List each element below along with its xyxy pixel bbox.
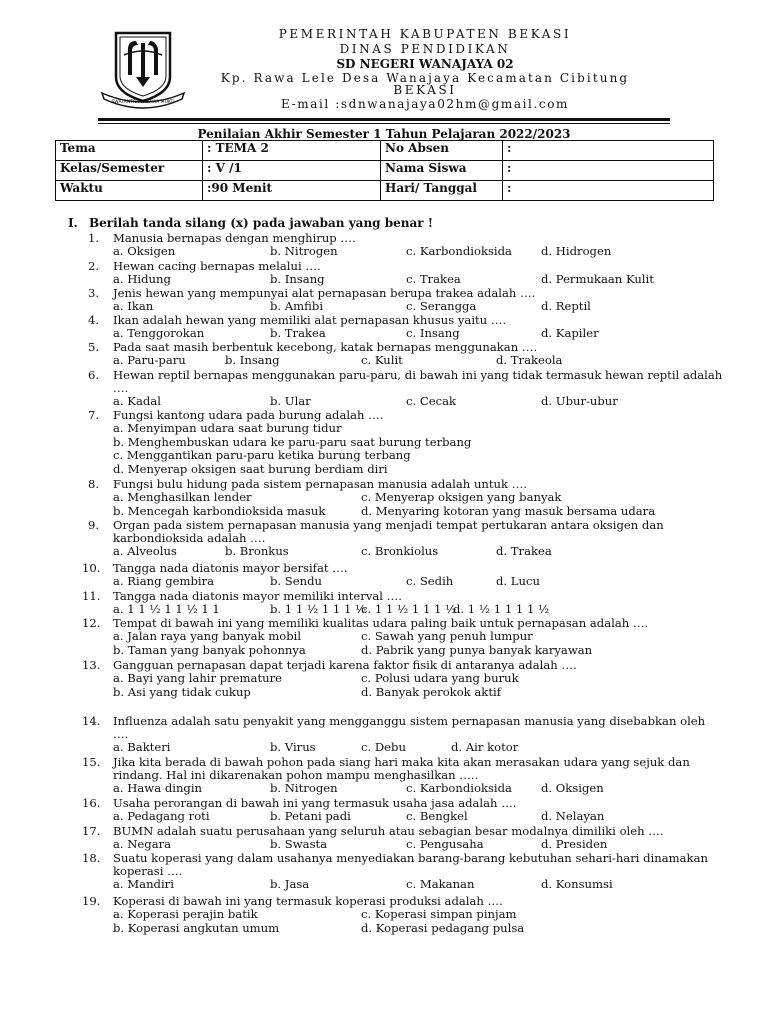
answer-option[interactable]: b. Mencegah karbondioksida masuk	[113, 504, 326, 518]
answer-option[interactable]: d. Koperasi pedagang pulsa	[361, 921, 525, 935]
question-text-continued: koperasi ….	[113, 864, 183, 878]
label-theme: Tema	[56, 141, 203, 161]
answer-option[interactable]: d. Konsumsi	[541, 877, 613, 891]
question-text: Fungsi bulu hidung pada sistem pernapasan manusia adalah untuk ….	[113, 477, 528, 491]
answer-option[interactable]: b. Swasta	[270, 837, 328, 851]
answer-option[interactable]: d. Banyak perokok aktif	[361, 685, 501, 699]
question-text: Ikan adalah hewan yang memiliki alat pernapasan khusus yaitu ….	[113, 313, 507, 327]
answer-option[interactable]: d. Air kotor	[451, 740, 519, 754]
header-address: Kp. Rawa Lele Desa Wanajaya Kecamatan Cibitung	[220, 71, 630, 85]
answer-option[interactable]: c. Karbondioksida	[406, 244, 512, 258]
answer-option[interactable]: d. Presiden	[541, 837, 608, 851]
question-text: Koperasi di bawah ini yang termasuk koperasi produksi adalah ….	[113, 894, 503, 908]
header-rule-thin	[98, 123, 670, 124]
answer-option[interactable]: b. Amfibi	[270, 299, 324, 313]
table-row	[56, 181, 714, 201]
question-number: 10.	[82, 561, 101, 575]
answer-option[interactable]: b. Ular	[270, 394, 311, 408]
answer-option[interactable]: c. Makanan	[406, 877, 475, 891]
answer-option[interactable]: b. Taman yang banyak pohonnya	[113, 643, 306, 657]
answer-option[interactable]: d. Menyerap oksigen saat burung berdiam diri	[113, 461, 388, 476]
answer-option[interactable]: a. Koperasi perajin batik	[113, 907, 258, 921]
header-department: DINAS PENDIDIKAN	[339, 42, 511, 56]
field-day-date[interactable]: :	[503, 181, 714, 201]
label-absence-number: No Absen	[381, 141, 503, 161]
answer-option[interactable]: b. Menghembuskan udara ke paru-paru saat burung terbang	[113, 434, 472, 449]
answer-option[interactable]: c. Polusi udara yang buruk	[361, 671, 519, 685]
table-row	[56, 161, 714, 181]
answer-option[interactable]: b. Koperasi angkutan umum	[113, 921, 280, 935]
answer-option[interactable]: a. Hawa dingin	[113, 781, 203, 795]
answer-option[interactable]: b. Bronkus	[225, 544, 289, 558]
question-number: 13.	[82, 658, 101, 672]
question-text: Hewan reptil bernapas menggunakan paru-paru, di bawah ini yang tidak termasuk hewan reptil adalah	[113, 368, 723, 382]
answer-option[interactable]: d. Hidrogen	[541, 244, 612, 258]
question-text-continued: rindang. Hal ini dikarenakan pohon mampu menghasilkan …..	[113, 768, 479, 782]
answer-option[interactable]: b. Sendu	[270, 574, 322, 588]
section-instruction: Berilah tanda silang (x) pada jawaban yang benar !	[89, 216, 434, 230]
student-info-table	[55, 140, 714, 201]
answer-option[interactable]: a. Menyimpan udara saat burung tidur	[113, 421, 342, 435]
answer-option[interactable]: a. Alveolus	[113, 544, 177, 558]
question-number: 11.	[82, 589, 101, 603]
answer-option[interactable]: c. Kulit	[361, 353, 403, 367]
answer-option[interactable]: a. Kadal	[113, 394, 161, 408]
question-text: Tangga nada diatonis mayor bersifat ….	[113, 561, 348, 575]
answer-option[interactable]: d. Reptil	[541, 299, 591, 313]
question-number: 9.	[88, 518, 100, 532]
answer-option[interactable]: b. Insang	[270, 272, 325, 286]
answer-option[interactable]: c. Bronkiolus	[361, 544, 439, 558]
question-text-continued: karbondioksida adalah ….	[113, 531, 266, 545]
answer-option[interactable]: a. Oksigen	[113, 244, 176, 258]
header-rule-thick	[98, 118, 670, 121]
answer-option[interactable]: a. Paru-paru	[113, 353, 186, 367]
answer-option[interactable]: c. Serangga	[406, 299, 477, 313]
question-text: Hewan cacing bernapas melalui ….	[113, 259, 321, 273]
label-day-date: Hari/ Tanggal	[381, 181, 503, 201]
answer-option[interactable]: c. Karbondioksida	[406, 781, 512, 795]
question-text: Tempat di bawah ini yang memiliki kualitas udara paling baik untuk pernapasan adalah ….	[113, 616, 649, 630]
section-number: I.	[68, 216, 78, 230]
answer-option[interactable]: b. 1 1 ½ 1 1 1 ½	[270, 602, 367, 616]
value-class-semester: : V /1	[203, 161, 381, 181]
answer-option[interactable]: b. Nitrogen	[270, 244, 338, 258]
answer-option[interactable]: d. Oksigen	[541, 781, 604, 795]
bekasi-emblem-icon	[98, 27, 188, 109]
answer-option[interactable]: a. 1 1 ½ 1 1 ½ 1 1	[113, 602, 220, 616]
answer-option[interactable]: c. Debu	[361, 740, 406, 754]
answer-option[interactable]: b. Trakea	[270, 326, 326, 340]
question-number: 8.	[88, 477, 100, 491]
answer-option[interactable]: c. Sedih	[406, 574, 454, 588]
question-text-continued: ….	[113, 727, 129, 741]
answer-option[interactable]: a. Mandiri	[113, 877, 174, 891]
answer-option[interactable]: a. Tenggorokan	[113, 326, 205, 340]
answer-option[interactable]: d. Lucu	[496, 574, 540, 588]
answer-option[interactable]: a. Bakteri	[113, 740, 171, 754]
answer-option[interactable]: c. Insang	[406, 326, 460, 340]
question-number: 6.	[88, 368, 100, 382]
label-class-semester: Kelas/Semester	[56, 161, 203, 181]
question-text-continued: ….	[113, 381, 129, 395]
question-number: 3.	[88, 286, 100, 300]
question-number: 7.	[88, 408, 100, 422]
answer-option[interactable]: b. Asi yang tidak cukup	[113, 685, 251, 699]
logo-banner-text: SWATANTRA WIBAWA MUKTI	[111, 100, 175, 105]
answer-option[interactable]: c. Koperasi simpan pinjam	[361, 907, 517, 921]
question-text: Organ pada sistem pernapasan manusia yang menjadi tempat pertukaran antara oksigen dan	[113, 518, 664, 532]
answer-option[interactable]: b. Jasa	[270, 877, 310, 891]
question-text: Pada saat masih berbentuk kecebong, katak bernapas menggunakan ….	[113, 340, 538, 354]
answer-option[interactable]: c. Trakea	[406, 272, 461, 286]
answer-option[interactable]: a. Riang gembira	[113, 574, 215, 588]
question-number: 2.	[88, 259, 100, 273]
question-number: 17.	[82, 824, 101, 838]
question-number: 1.	[88, 231, 100, 245]
question-text: Jika kita berada di bawah pohon pada siang hari maka kita akan merasakan udara yang sejuk dan	[113, 755, 690, 769]
answer-option[interactable]: a. Pedagang roti	[113, 809, 210, 823]
answer-option[interactable]: a. Hidung	[113, 272, 171, 286]
table-row	[56, 141, 714, 161]
answer-option[interactable]: d. Nelayan	[541, 809, 605, 823]
question-number: 18.	[82, 851, 101, 865]
header-government: PEMERINTAH KABUPATEN BEKASI	[278, 27, 572, 41]
answer-option[interactable]: b. Virus	[270, 740, 316, 754]
answer-option[interactable]: a. Negara	[113, 837, 172, 851]
answer-option[interactable]: d. Menyaring kotoran yang masuk bersama udara	[361, 504, 656, 518]
answer-option[interactable]: c. Sawah yang penuh lumpur	[361, 629, 533, 643]
question-text: Tangga nada diatonis mayor memiliki interval ….	[113, 589, 402, 603]
answer-option[interactable]: d. Ubur-ubur	[541, 394, 618, 408]
answer-option[interactable]: b. Petani padi	[270, 809, 351, 823]
question-text: Influenza adalah satu penyakit yang mengganggu sistem pernapasan manusia yang disebabkan oleh	[113, 714, 706, 728]
question-number: 4.	[88, 313, 100, 327]
answer-option[interactable]: c. Pengusaha	[406, 837, 484, 851]
answer-option[interactable]: d. Pabrik yang punya banyak karyawan	[361, 643, 593, 657]
answer-option[interactable]: d. 1 ½ 1 1 1 1 ½	[453, 602, 550, 616]
answer-option[interactable]: a. Ikan	[113, 299, 154, 313]
question-number: 16.	[82, 796, 101, 810]
question-number: 15.	[82, 755, 101, 769]
header-city: BEKASI	[393, 83, 457, 97]
header-email: E-mail :sdnwanajaya02hm@gmail.com	[281, 97, 569, 111]
label-student-name: Nama Siswa	[381, 161, 503, 181]
question-text: BUMN adalah suatu perusahaan yang seluruh atau sebagian besar modalnya dimiliki oleh ….	[113, 824, 664, 838]
question-text: Usaha perorangan di bawah ini yang termasuk usaha jasa adalah ….	[113, 796, 517, 810]
answer-option[interactable]: c. Cecak	[406, 394, 457, 408]
question-text: Jenis hewan yang mempunyai alat pernapasan berupa trakea adalah ….	[113, 286, 536, 300]
answer-option[interactable]: a. Bayi yang lahir premature	[113, 671, 282, 685]
answer-option[interactable]: d. Permukaan Kulit	[541, 272, 654, 286]
answer-option[interactable]: c. 1 1 ½ 1 1 1 ½	[361, 602, 457, 616]
answer-option[interactable]: d. Trakeola	[496, 353, 563, 367]
answer-option[interactable]: b. Nitrogen	[270, 781, 338, 795]
header-school-name: SD NEGERI WANAJAYA 02	[336, 57, 514, 71]
value-time: :90 Menit	[203, 181, 381, 201]
section-heading	[68, 216, 433, 230]
answer-option[interactable]: a. Menghasilkan lender	[113, 490, 252, 504]
question-number: 14.	[82, 714, 101, 728]
question-text: Fungsi kantong udara pada burung adalah ….	[113, 408, 384, 422]
answer-option[interactable]: c. Menyerap oksigen yang banyak	[361, 490, 562, 504]
answer-option[interactable]: c. Menggantikan paru-paru ketika burung terbang	[113, 448, 411, 463]
question-number: 12.	[82, 616, 101, 630]
answer-option[interactable]: c. Bengkel	[406, 809, 468, 823]
field-absence-number[interactable]: :	[503, 141, 714, 161]
question-text: Suatu koperasi yang dalam usahanya menyediakan barang-barang kebutuhan sehari-hari dinamakan	[113, 851, 708, 865]
question-text: Gangguan pernapasan dapat terjadi karena faktor fisik di antaranya adalah ….	[113, 658, 577, 672]
answer-option[interactable]: d. Trakea	[496, 544, 552, 558]
answer-option[interactable]: b. Insang	[225, 353, 280, 367]
value-theme: : TEMA 2	[203, 141, 381, 161]
page-title: Penilaian Akhir Semester 1 Tahun Pelajaran 2022/2023	[197, 127, 571, 141]
question-number: 19.	[82, 894, 101, 908]
question-text: Manusia bernapas dengan menghirup ….	[113, 231, 356, 245]
field-student-name[interactable]: :	[503, 161, 714, 181]
question-number: 5.	[88, 340, 100, 354]
label-time: Waktu	[56, 181, 203, 201]
answer-option[interactable]: d. Kapiler	[541, 326, 599, 340]
answer-option[interactable]: a. Jalan raya yang banyak mobil	[113, 629, 302, 643]
